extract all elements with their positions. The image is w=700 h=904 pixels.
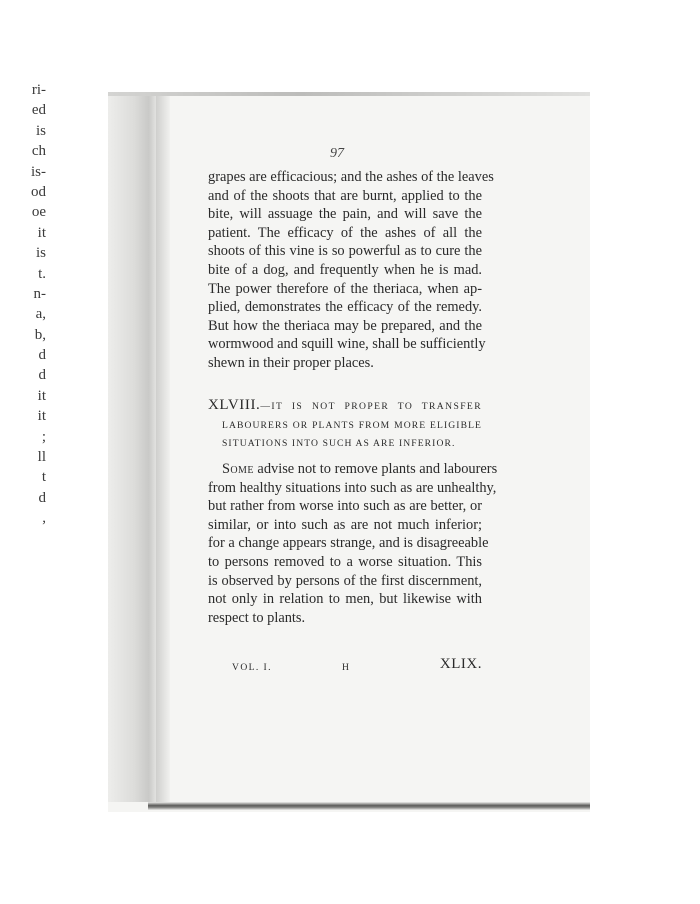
section-heading — [208, 396, 482, 454]
page-top-edge — [108, 92, 590, 96]
section-number: XLVIII. — [208, 397, 261, 413]
volume-label: VOL. I. — [232, 662, 272, 673]
fragment: is — [35, 245, 46, 262]
page-bottom-edge — [148, 802, 590, 810]
fragment: , — [42, 510, 46, 527]
heading-line: LABOURERS OR PLANTS FROM MORE ELIGIBLE — [222, 419, 482, 431]
text-line: plied, demonstrates the efficacy of the remedy. — [208, 299, 482, 316]
fragment: is — [35, 122, 46, 139]
fragment: oe — [31, 204, 46, 221]
text-line: wormwood and squill wine, shall be sufficiently — [208, 336, 486, 353]
opening-word: Some — [222, 461, 254, 477]
fragment: it — [37, 224, 46, 241]
fragment: d — [38, 347, 46, 364]
fragment: t. — [38, 265, 46, 282]
fragment: ch — [31, 143, 46, 160]
text-line: and of the shoots that are burnt, applied to the — [208, 187, 482, 204]
heading-line: SITUATIONS INTO SUCH AS ARE INFERIOR. — [222, 438, 456, 450]
text-line: but rather from worse into such as are better, or — [208, 498, 482, 515]
gutter-shadow — [156, 96, 170, 802]
text-line: from healthy situations into such as are unhealthy, — [208, 479, 497, 496]
text-line: respect to plants. — [208, 609, 306, 626]
fragment: n- — [33, 285, 46, 302]
heading-line — [208, 396, 482, 417]
fragment: d — [38, 367, 46, 384]
catchword: XLIX. — [439, 656, 482, 672]
text-line: shoots of this vine is so powerful as to cure the — [208, 243, 482, 260]
fragment: d — [38, 489, 46, 506]
text-line: shewn in their proper places. — [208, 354, 374, 371]
fragment: ll — [37, 449, 46, 466]
text-line: for a change appears strange, and is disagreeable — [208, 535, 489, 552]
fragment: od — [31, 183, 46, 200]
continuation-paragraph — [208, 168, 494, 373]
fragment: it — [37, 408, 46, 425]
text-line: The power therefore of the theriaca, when ap- — [208, 280, 482, 297]
book-gutter — [108, 96, 156, 802]
text-line: patient. The efficacy of the ashes of all the — [208, 224, 482, 241]
previous-page-fragments — [6, 80, 46, 529]
fragment: a, — [35, 306, 46, 323]
fragment: it — [37, 387, 46, 404]
fragment: ed — [31, 102, 46, 119]
text-line — [208, 460, 498, 479]
text-line: to persons removed to a worse situation. This — [208, 553, 482, 570]
text-line: similar, or into such as are not much inferior; — [208, 516, 482, 533]
fragment: ri- — [31, 82, 46, 98]
text-line: grapes are efficacious; and the ashes of the leaves — [208, 169, 494, 185]
section-paragraph — [208, 460, 498, 627]
fragment: t — [41, 469, 46, 486]
text-line: bite, will assuage the pain, and will save the — [208, 206, 482, 223]
fragment: ; — [41, 428, 46, 445]
page-number: 97 — [330, 146, 344, 161]
signature-mark: H — [342, 662, 350, 673]
fragment: b, — [34, 326, 46, 343]
text-line: But how the theriaca may be prepared, and the — [208, 317, 482, 334]
text-line: is observed by persons of the first discernment, — [208, 572, 482, 589]
fragment: is- — [31, 163, 46, 180]
text-line: bite of a dog, and frequently when he is mad. — [208, 261, 482, 278]
text-line: not only in relation to men, but likewise with — [208, 591, 482, 608]
heading-text: —IT IS NOT PROPER TO TRANSFER — [260, 401, 482, 412]
text-span: advise not to remove plants and labourers — [253, 461, 498, 477]
